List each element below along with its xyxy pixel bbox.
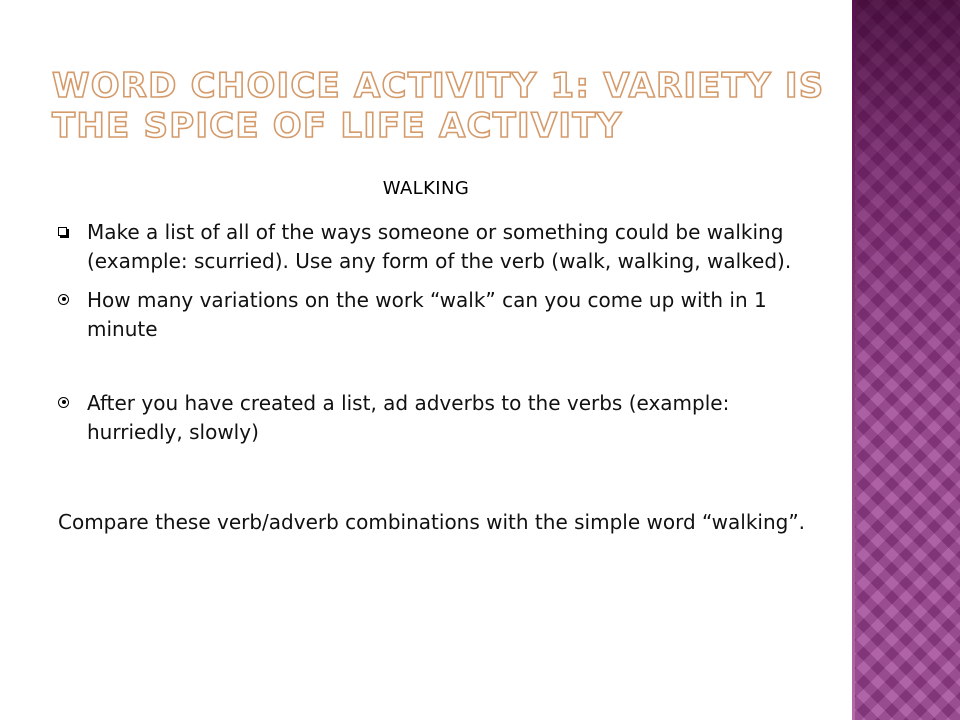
bullet-text-2: How many variations on the work “walk” can you come up with in 1 minute bbox=[87, 288, 767, 341]
slide-title: WORD CHOICE ACTIVITY 1: VARIETY IS THE SPICE OF LIFE ACTIVITY bbox=[52, 66, 825, 146]
bullet-text-1: Make a list of all of the ways someone or something could be walking (example: scurried). Use any form of the verb (walk, walking, walked). bbox=[87, 220, 792, 273]
slide-subheading: WALKING bbox=[382, 178, 470, 199]
target-bullet-icon bbox=[58, 389, 72, 418]
bullet-item-1 bbox=[58, 218, 798, 276]
bullet-item-3 bbox=[58, 389, 798, 447]
closing-paragraph: Compare these verb/adverb combinations with the simple word “walking”. bbox=[58, 510, 806, 534]
target-bullet-icon bbox=[58, 286, 72, 315]
checkbox-bullet-icon bbox=[58, 218, 72, 247]
decorative-side-band bbox=[852, 0, 960, 720]
bullet-text-3: After you have created a list, ad adverbs to the verbs (example: hurriedly, slowly) bbox=[87, 391, 730, 444]
bullet-item-2 bbox=[58, 286, 798, 344]
bullet-list bbox=[58, 218, 798, 447]
side-band-edge bbox=[852, 0, 855, 720]
